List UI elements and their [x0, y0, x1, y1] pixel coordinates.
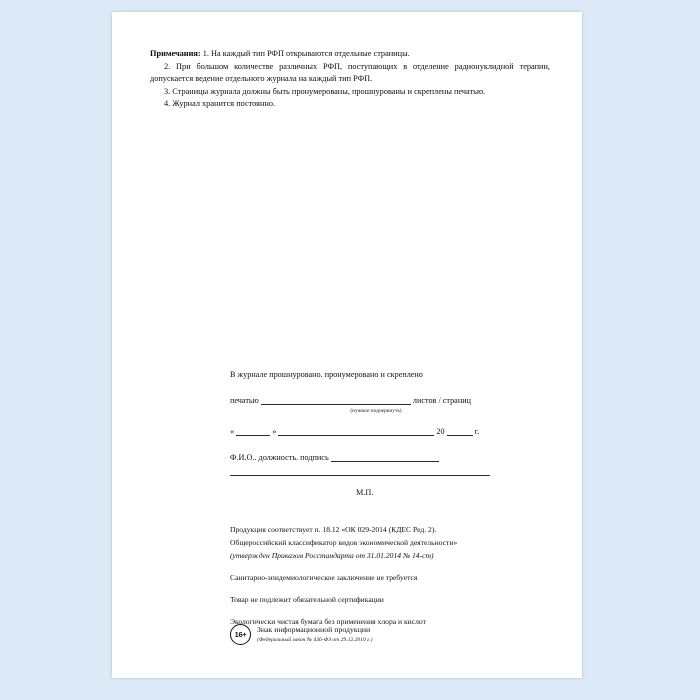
age-mark-title: Знак информационной продукции [257, 624, 371, 634]
certification-sheets-label: листов / страниц [412, 396, 471, 405]
legal-line-3-text: (утвержден Приказом Росстандарта от 31.01.2014 № 14-ст) [230, 551, 434, 560]
date-year-suffix: г. [474, 427, 480, 436]
age-rating-icon: 16+ [230, 624, 251, 645]
signature-row-2 [230, 466, 550, 476]
signature-blank-1[interactable] [331, 452, 439, 462]
age-mark-texts [257, 625, 373, 645]
legal-line-2: Общероссийский классификатор видов экономической деятельности» [230, 538, 458, 547]
notes-item-2: 2. При большом количестве различных РФП, поступающих в отделение радионуклидной терапии, допускается ведение отдельного журнала на каждый тип РФП. [150, 61, 550, 84]
date-year-blank[interactable] [447, 426, 473, 436]
notes-block [150, 48, 550, 111]
date-day-blank[interactable] [236, 426, 270, 436]
notes-item-2-line [150, 61, 550, 86]
signature-label: Ф.И.О.. должность. подпись [230, 453, 329, 462]
document-page [112, 12, 582, 678]
certification-line-2 [230, 395, 550, 405]
certification-date-row [230, 426, 550, 436]
age-mark-block [230, 624, 373, 645]
certification-line-1: В журнале прошнуровано. пронумеровано и скреплено [230, 370, 423, 379]
stamp-label: М.П. [356, 488, 374, 497]
notes-first-line [150, 48, 550, 61]
notes-item-1: 1. На каждый тип РФП открываются отдельные страницы. [202, 49, 410, 58]
certification-seal-blank[interactable] [261, 395, 411, 405]
certification-block [230, 370, 550, 497]
notes-label: Примечания: [150, 49, 201, 58]
age-mark-subtitle: (Федеральный закон № 436-ФЗ от 29.12.2010 г.) [257, 636, 373, 643]
certification-underline-hint: (нужное подчеркнуть) [350, 408, 402, 414]
notes-item-3-line [150, 86, 550, 99]
legal-line-1: Продукция соответствует п. 18.12 «ОК 029-2014 (КДЕС Ред. 2). [230, 525, 437, 534]
date-month-blank[interactable] [278, 426, 434, 436]
signature-blank-2[interactable] [230, 466, 490, 476]
notes-item-4-line [150, 98, 550, 111]
notes-item-3: 3. Страницы журнала должны быть пронумерованы, прошнурованы и скреплены печатью. [164, 86, 486, 96]
legal-line-6: Экологически чистая бумага без применения хлора и кислот [230, 617, 426, 626]
legal-line-3 [230, 550, 560, 561]
date-year-prefix: 20 [436, 427, 445, 436]
date-quote-open: « [230, 427, 235, 436]
legal-line-4: Санитарно-эпидемиологическое заключение не требуется [230, 573, 418, 582]
legal-line-5: Товар не подлежит обязательной сертификации [230, 595, 384, 604]
certification-seal-label: печатью [230, 396, 259, 405]
legal-block [230, 524, 560, 629]
notes-item-4: 4. Журнал хранится постоянно. [164, 99, 276, 109]
date-quote-close: » [272, 427, 277, 436]
signature-row [230, 452, 550, 462]
